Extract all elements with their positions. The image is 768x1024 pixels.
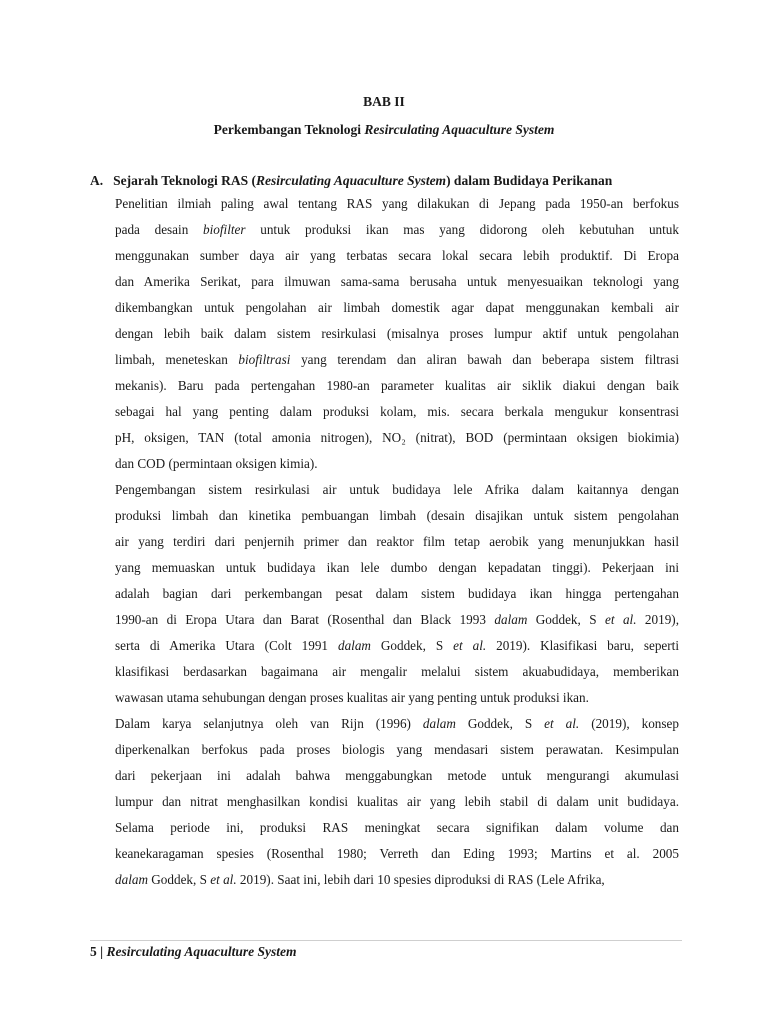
text-run: (2019), konsep	[579, 716, 679, 731]
text-run: untuk produksi ikan mas yang didorong oleh kebutuhan untuk	[245, 222, 679, 237]
text-run: sebagai hal yang penting dalam produksi kolam, mis. secara berkala mengukur konsentrasi	[115, 404, 679, 419]
italic-term: dalam	[422, 716, 456, 731]
text-run: Penelitian ilmiah paling awal tentang RAS yang dilakukan di Jepang pada 1950-an berfokus	[115, 196, 679, 211]
italic-term: et al.	[544, 716, 580, 731]
text-line	[115, 716, 679, 732]
text-line	[115, 794, 679, 810]
text-line	[115, 586, 679, 602]
page-footer	[90, 944, 297, 960]
text-line	[115, 560, 679, 576]
chapter-title-italic: Resirculating Aquaculture System	[364, 122, 555, 137]
text-run: dan COD (permintaan oksigen kimia).	[115, 456, 318, 471]
italic-term: dalam	[337, 638, 371, 653]
text-line	[115, 664, 679, 680]
text-run: yang memuaskan untuk budidaya ikan lele dumbo dengan kepadatan tinggi). Pekerjaan ini	[115, 560, 679, 575]
text-run: 2019). Klasifikasi baru, seperti	[486, 638, 679, 653]
chapter-title-prefix: Perkembangan Teknologi	[213, 122, 365, 137]
chapter-title	[0, 122, 768, 138]
text-run: klasifikasi berdasarkan bagaimana air mengalir melalui sistem akuabudidaya, memberikan	[115, 664, 679, 679]
text-line	[115, 404, 679, 420]
text-run: dikembangkan untuk pengolahan air limbah domestik agar dapat menggunakan kembali air	[115, 300, 679, 315]
text-run: Dalam karya selanjutnya oleh van Rijn (1996)	[115, 716, 423, 731]
section-heading-italic: Resirculating Aquaculture System	[256, 173, 447, 188]
text-run: Pengembangan sistem resirkulasi air untuk budidaya lele Afrika dalam kaitannya dengan	[115, 482, 679, 497]
text-run: serta di Amerika Utara (Colt 1991	[115, 638, 338, 653]
text-line	[115, 846, 679, 862]
footer-separator: |	[96, 944, 107, 959]
text-line	[115, 638, 679, 654]
text-line	[115, 248, 679, 264]
text-run: pada desain	[115, 222, 204, 237]
text-line	[115, 742, 679, 758]
section-heading	[90, 173, 612, 189]
text-line	[115, 430, 679, 446]
text-line	[115, 456, 679, 472]
italic-term: et al.	[605, 612, 637, 627]
text-run: 2019),	[636, 612, 679, 627]
text-line	[115, 820, 679, 836]
text-line	[115, 326, 679, 342]
text-line	[115, 690, 679, 706]
section-marker: A.	[90, 173, 104, 188]
text-run: adalah bagian dari perkembangan pesat dalam sistem budidaya ikan hingga pertengahan	[115, 586, 679, 601]
text-run: dari pekerjaan ini adalah bahwa menggabungkan metode untuk mengurangi akumulasi	[115, 768, 679, 783]
text-line	[115, 378, 679, 394]
text-run: yang terendam dan aliran bawah dan beberapa sistem filtrasi	[290, 352, 679, 367]
text-run: mekanis). Baru pada pertengahan 1980-an parameter kualitas air siklik diakui dengan baik	[115, 378, 679, 393]
text-line	[115, 872, 679, 888]
italic-term: biofilter	[203, 222, 246, 237]
italic-term: dalam	[494, 612, 528, 627]
text-run: wawasan utama sehubungan dengan proses kualitas air yang penting untuk produksi ikan.	[115, 690, 589, 705]
text-line	[115, 768, 679, 784]
italic-term: biofiltrasi	[238, 352, 291, 367]
chapter-number: BAB II	[363, 94, 405, 109]
text-run: 1990-an di Eropa Utara dan Barat (Rosenthal dan Black 1993	[115, 612, 495, 627]
text-run: dan Amerika Serikat, para ilmuwan sama-sama berusaha untuk menyesuaikan teknologi yang	[115, 274, 679, 289]
italic-term: dalam	[115, 872, 148, 887]
text-line	[115, 612, 679, 628]
text-run: diperkenalkan berfokus pada proses biologis yang mendasari sistem perawatan. Kesimpulan	[115, 742, 679, 757]
text-run: air yang terdiri dari penjernih primer dan reaktor film tetap aerobik yang menunjukkan hasil	[115, 534, 679, 549]
text-run: keanekaragaman spesies (Rosenthal 1980; Verreth dan Eding 1993; Martins et al. 2005	[115, 846, 679, 861]
text-line	[115, 196, 679, 212]
text-run: Goddek, S	[370, 638, 454, 653]
footer-title: Resirculating Aquaculture System	[106, 944, 297, 959]
text-run: produksi limbah dan kinetika pembuangan limbah (desain disajikan untuk sistem pengolahan	[115, 508, 679, 523]
text-run: menggunakan sumber daya air yang terbatas secara lokal secara lebih produktif. Di Eropa	[115, 248, 679, 263]
page-number: 5	[90, 944, 97, 959]
text-run: Selama periode ini, produksi RAS meningkat secara signifikan dalam volume dan	[115, 820, 679, 835]
text-run: Goddek, S	[147, 872, 211, 887]
italic-term: et al.	[210, 872, 237, 887]
text-run: dengan lebih baik dalam sistem resirkulasi (misalnya proses lumpur aktif untuk pengolahan	[115, 326, 679, 341]
text-line	[115, 508, 679, 524]
section-heading-text-a: Sejarah Teknologi RAS (	[113, 173, 257, 188]
text-run: 2019). Saat ini, lebih dari 10 spesies diproduksi di RAS (Lele Afrika,	[236, 872, 605, 887]
text-line	[115, 534, 679, 550]
italic-term: et al.	[453, 638, 487, 653]
text-run: Goddek, S	[527, 612, 605, 627]
text-run: pH, oksigen, TAN (total amonia nitrogen), NO₂ (nitrat), BOD (permintaan oksigen biokimia)	[115, 430, 679, 445]
text-line	[115, 274, 679, 290]
section-heading-text-b: ) dalam Budidaya Perikanan	[446, 173, 613, 188]
text-line	[115, 352, 679, 368]
text-line	[115, 300, 679, 316]
text-line	[115, 482, 679, 498]
text-run: Goddek, S	[455, 716, 545, 731]
text-run: limbah, meneteskan	[115, 352, 239, 367]
text-run: lumpur dan nitrat menghasilkan kondisi kualitas air yang lebih stabil di dalam unit budidaya.	[115, 794, 679, 809]
text-line	[115, 222, 679, 238]
footer-divider	[90, 940, 682, 941]
